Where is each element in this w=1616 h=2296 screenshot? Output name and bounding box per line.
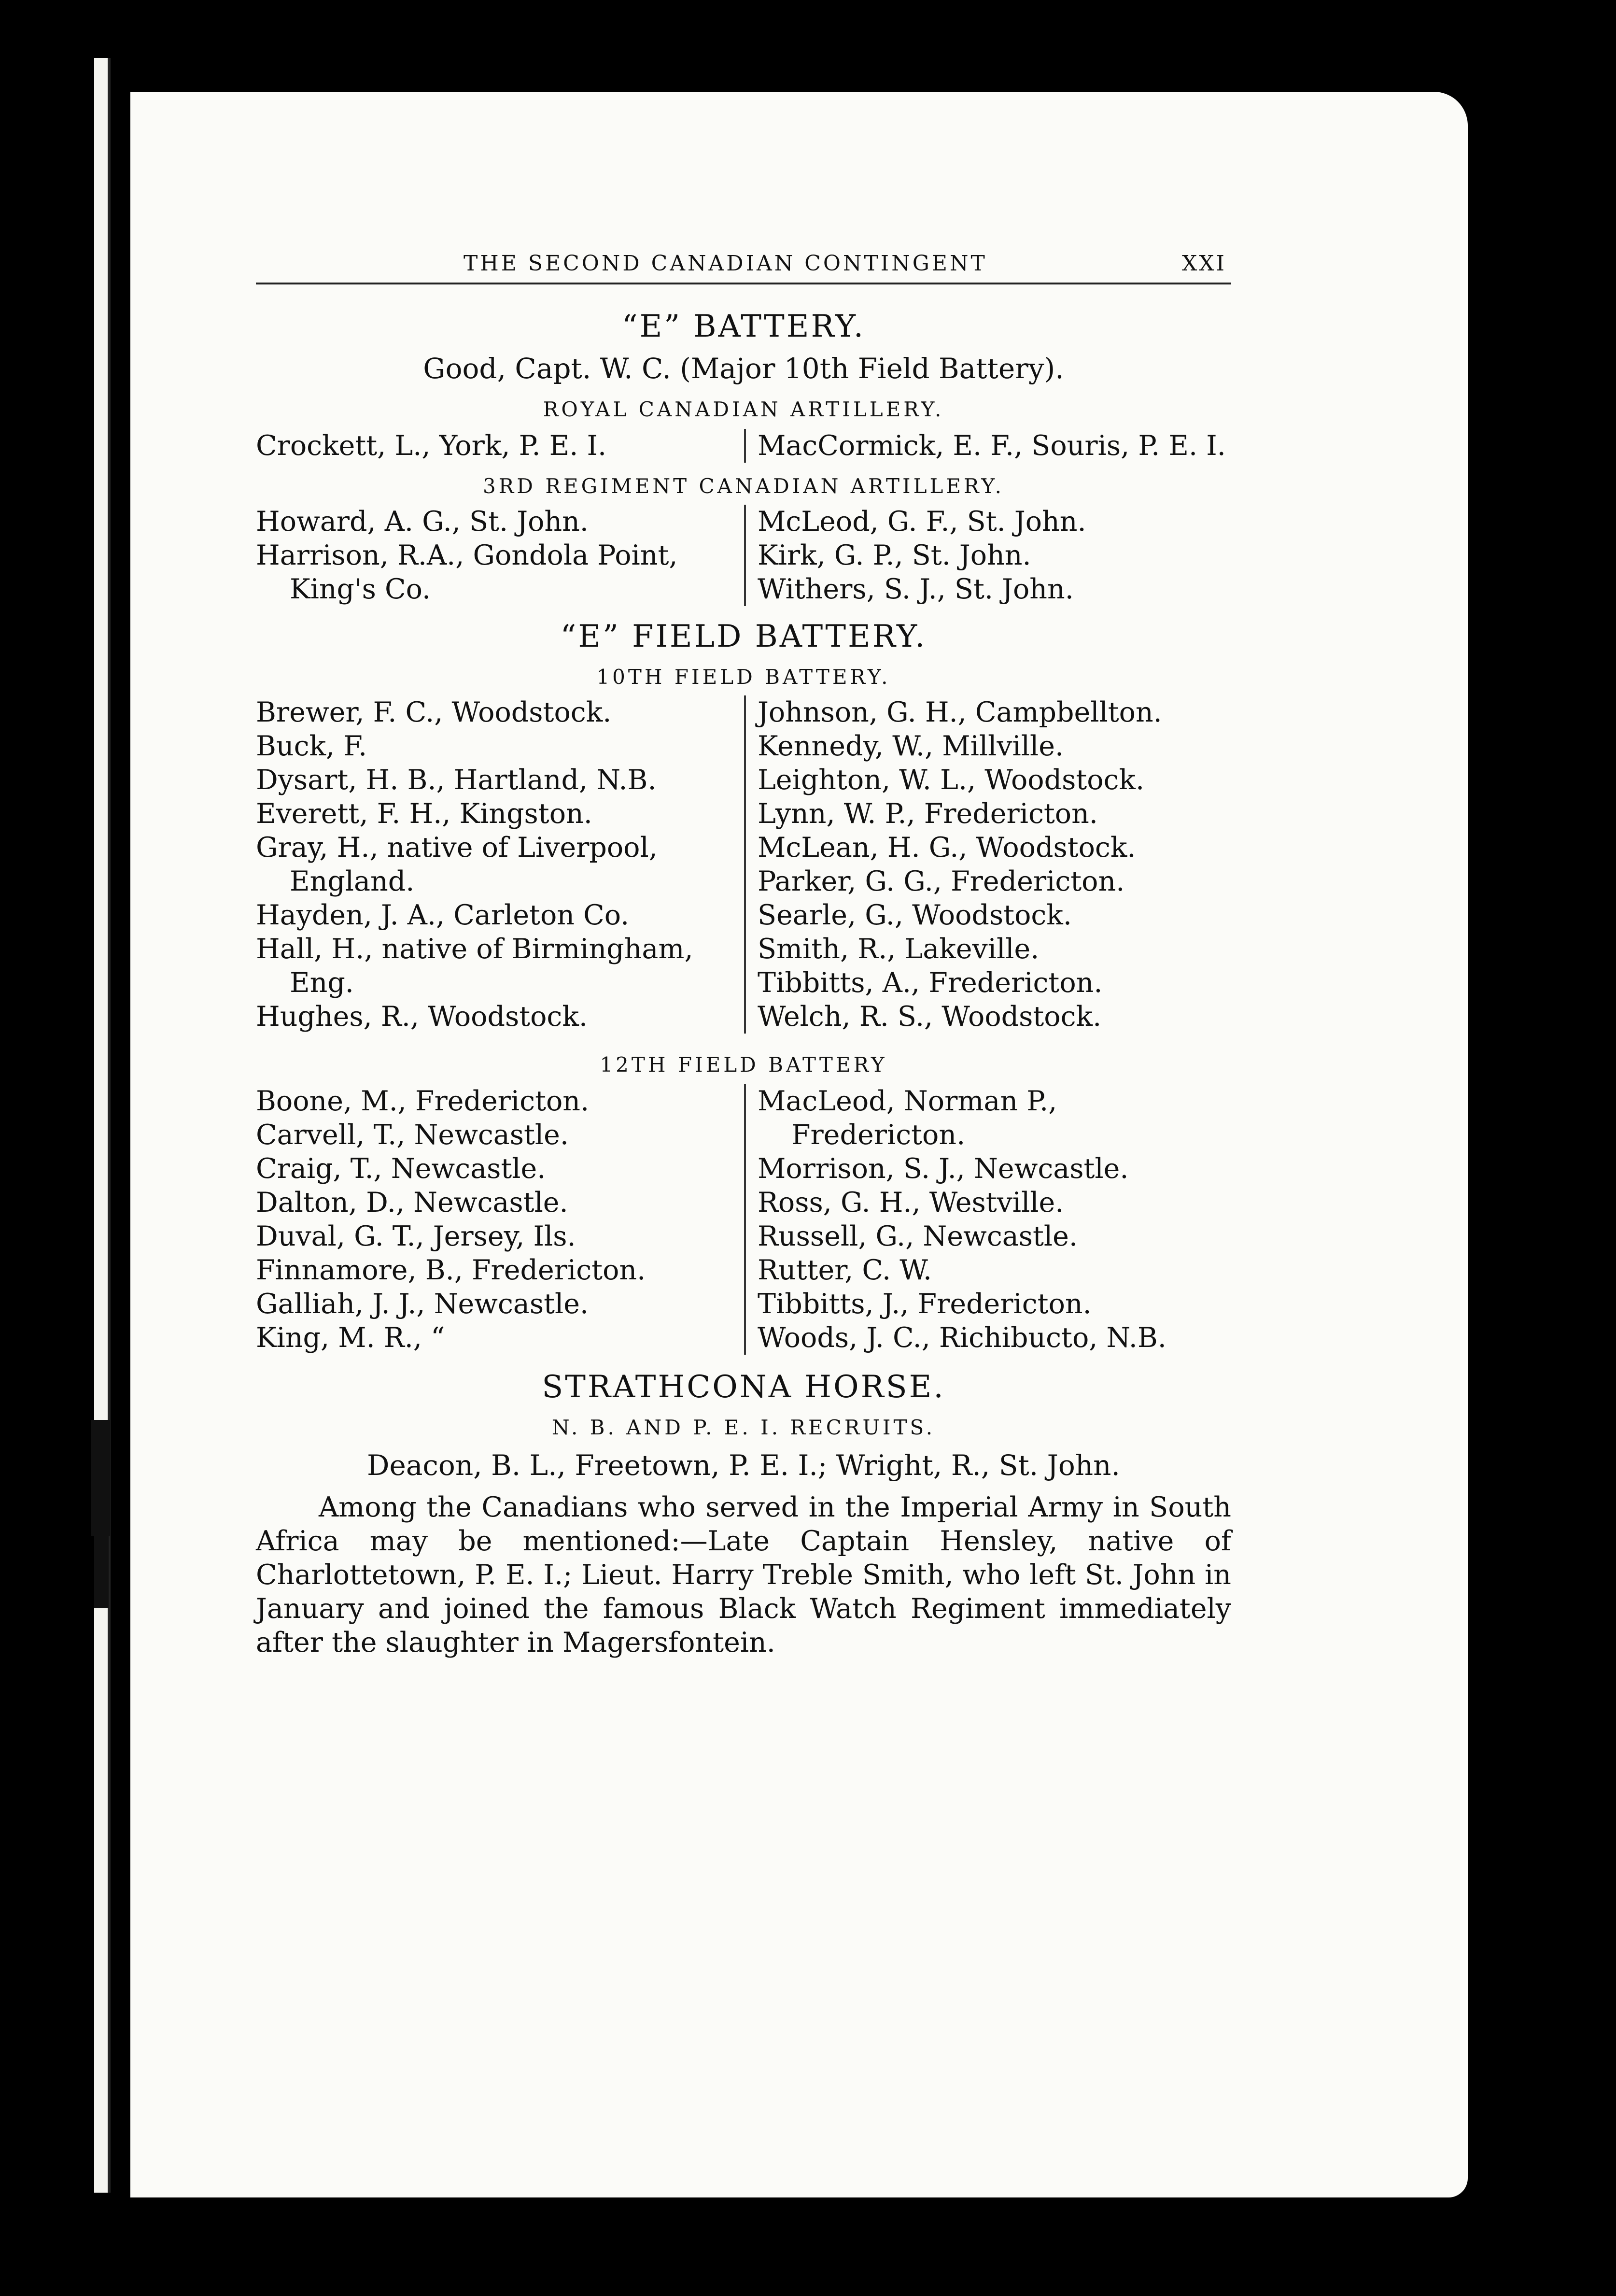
- roster-entry: Johnson, G. H., Campbellton.: [758, 696, 1162, 728]
- third-regiment-left-column: [256, 505, 744, 606]
- roster-entry: McLean, H. G., Woodstock.: [758, 832, 1136, 864]
- third-regiment-right-column: [744, 505, 1231, 606]
- running-head: [256, 251, 1231, 284]
- roster-entry: Hughes, R., Woodstock.: [256, 1001, 588, 1033]
- e-field-battery-heading: “E” FIELD BATTERY.: [560, 619, 927, 654]
- roster-entry: Ross, G. H., Westville.: [758, 1187, 1064, 1219]
- roster-entry: Buck, F.: [256, 730, 367, 762]
- roster-entry: Howard, A. G., St. John.: [256, 506, 589, 538]
- roster-entry: Withers, S. J., St. John.: [758, 573, 1074, 605]
- roster-entry: Hayden, J. A., Carleton Co.: [256, 899, 630, 931]
- rca-left-column: [256, 429, 744, 463]
- rca-roster: [256, 429, 1231, 463]
- roster-entry: Morrison, S. J., Newcastle.: [758, 1153, 1129, 1185]
- roster-entry: Welch, R. S., Woodstock.: [758, 1001, 1102, 1033]
- roster-entry: Rutter, C. W.: [758, 1254, 932, 1286]
- roster-entry: Searle, G., Woodstock.: [758, 899, 1072, 931]
- roster-entry: MacCormick, E. F., Souris, P. E. I.: [758, 430, 1226, 462]
- third-regiment-roster: [256, 505, 1231, 606]
- running-head-title: THE SECOND CANADIAN CONTINGENT: [464, 251, 987, 276]
- roster-entry: Woods, J. C., Richibucto, N.B.: [758, 1322, 1166, 1354]
- roster-entry: Dysart, H. B., Hartland, N.B.: [256, 764, 657, 796]
- roster-entry: Lynn, W. P., Fredericton.: [758, 798, 1098, 830]
- roster-entry: Dalton, D., Newcastle.: [256, 1187, 568, 1219]
- third-regiment-heading: 3RD REGIMENT CANADIAN ARTILLERY.: [482, 474, 1005, 498]
- roster-entry: Craig, T., Newcastle.: [256, 1153, 546, 1185]
- roster-entry: Russell, G., Newcastle.: [758, 1220, 1078, 1252]
- roster-entry: MacLeod, Norman P., Fredericton.: [758, 1085, 1057, 1151]
- twelfth-field-battery-heading: 12TH FIELD BATTERY: [600, 1053, 887, 1077]
- roster-entry: Duval, G. T., Jersey, Ils.: [256, 1220, 576, 1252]
- twelfth-right-column: [744, 1084, 1231, 1355]
- strathcona-subheading: N. B. AND P. E. I. RECRUITS.: [551, 1416, 936, 1439]
- roster-entry: Galliah, J. J., Newcastle.: [256, 1288, 589, 1320]
- twelfth-left-column: [256, 1084, 744, 1355]
- roster-entry: Parker, G. G., Fredericton.: [758, 865, 1125, 897]
- page-number: XXI: [1181, 251, 1226, 276]
- rca-right-column: [744, 429, 1231, 463]
- strathcona-heading: STRATHCONA HORSE.: [542, 1369, 945, 1405]
- roster-entry: Hall, H., native of Birmingham, Eng.: [256, 933, 693, 999]
- roster-entry: Smith, R., Lakeville.: [758, 933, 1040, 965]
- roster-entry: Tibbitts, A., Fredericton.: [758, 967, 1103, 999]
- strathcona-recruits: Deacon, B. L., Freetown, P. E. I.; Wright, R., St. John.: [367, 1449, 1120, 1482]
- book-spine: [94, 58, 111, 2193]
- roster-entry: Kennedy, W., Millville.: [758, 730, 1064, 762]
- tenth-field-battery-roster: [256, 695, 1231, 1034]
- roster-entry: Kirk, G. P., St. John.: [758, 539, 1031, 571]
- roster-entry: McLeod, G. F., St. John.: [758, 506, 1086, 538]
- roster-entry: Crockett, L., York, P. E. I.: [256, 430, 607, 462]
- roster-entry: Brewer, F. C., Woodstock.: [256, 696, 612, 728]
- roster-entry: Harrison, R.A., Gondola Point, King's Co.: [256, 539, 678, 605]
- tenth-field-battery-heading: 10TH FIELD BATTERY.: [596, 665, 891, 689]
- roster-entry: Carvell, T., Newcastle.: [256, 1119, 569, 1151]
- tenth-right-column: [744, 695, 1231, 1034]
- roster-entry: Everett, F. H., Kingston.: [256, 798, 592, 830]
- roster-entry: Gray, H., native of Liverpool, England.: [256, 832, 658, 897]
- tenth-left-column: [256, 695, 744, 1034]
- roster-entry: Leighton, W. L., Woodstock.: [758, 764, 1145, 796]
- roster-entry: King, M. R., “: [256, 1322, 445, 1354]
- e-battery-heading: “E” BATTERY.: [621, 309, 866, 344]
- page-content: [256, 251, 1231, 1659]
- rca-heading: ROYAL CANADIAN ARTILLERY.: [543, 397, 944, 421]
- roster-entry: Boone, M., Fredericton.: [256, 1085, 590, 1117]
- page-tab-mark: [94, 1512, 109, 1608]
- roster-entry: Finnamore, B., Fredericton.: [256, 1254, 646, 1286]
- closing-paragraph: Among the Canadians who served in the Imperial Army in South Africa may be mentioned:—Late Captain Hensley, native of Charlottetown, P. E. I.; Lieut. Harry Treble Smith, who left St. John in January and joined the famous Black Watch Regiment immediately after the slaughter in Magersfontein.: [256, 1491, 1231, 1658]
- e-battery-commander: Good, Capt. W. C. (Major 10th Field Battery).: [423, 352, 1064, 385]
- roster-entry: Tibbitts, J., Fredericton.: [758, 1288, 1092, 1320]
- twelfth-field-battery-roster: [256, 1084, 1231, 1355]
